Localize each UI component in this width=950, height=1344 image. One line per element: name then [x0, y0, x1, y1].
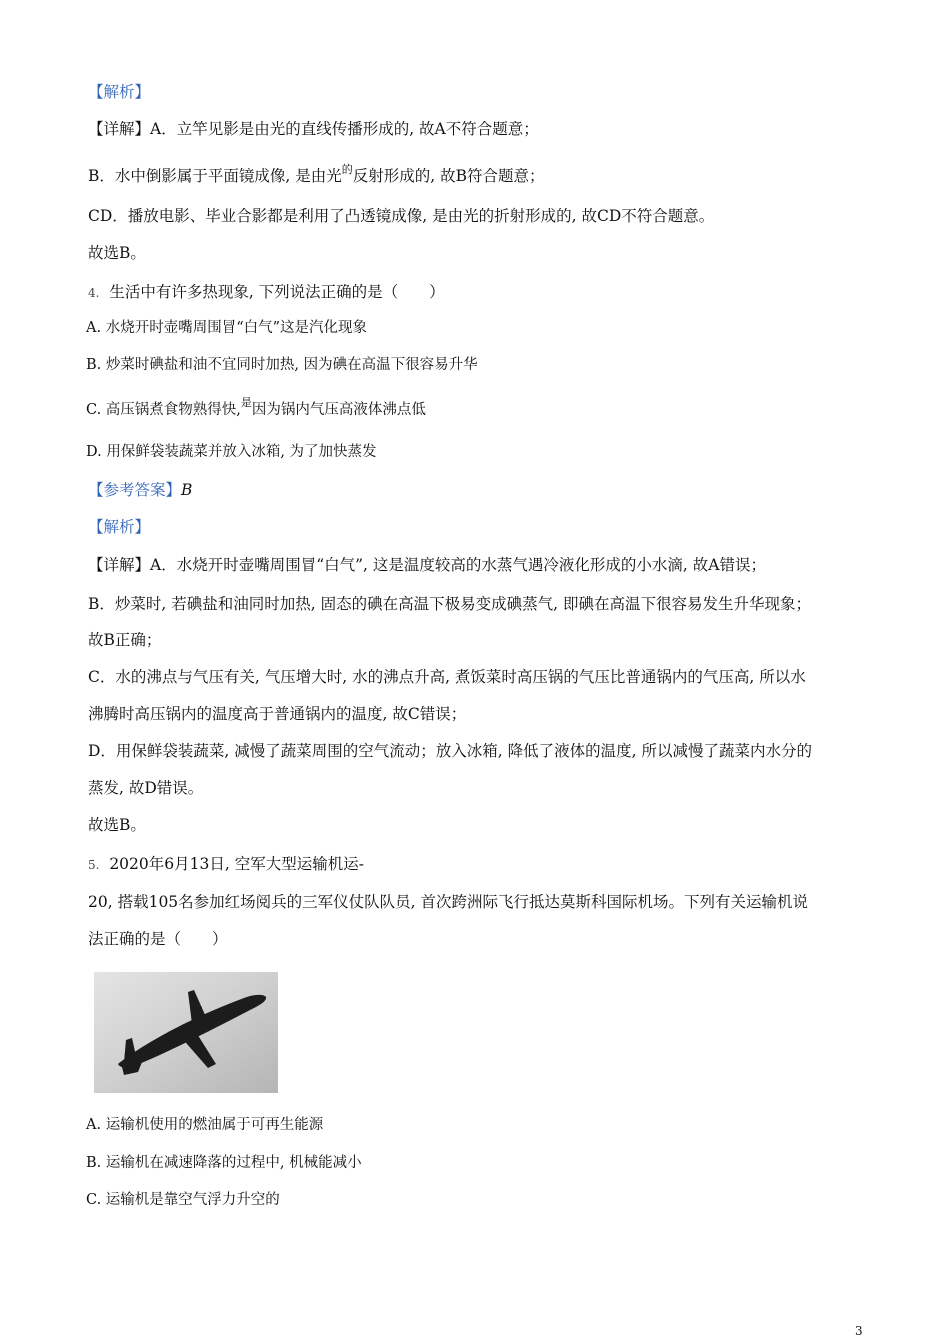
explain-c-1: C．水的沸点与气压有关, 气压增大时, 水的沸点升高, 煮饭菜时高压锅的气压比普通锅内的气压高, 所以水: [88, 668, 806, 686]
explain-a: 【详解】A．水烧开时壶嘴周围冒“白气”, 这是温度较高的水蒸气遇冷液化形成的小水滴, 故A错误；: [88, 556, 766, 574]
detail-cd: CD．播放电影、毕业合影都是利用了凸透镜成像, 是由光的折射形成的, 故CD不符合题意。: [88, 207, 715, 225]
explain-b-1: B．炒菜时, 若碘盐和油同时加热, 固态的碘在高温下极易变成碘蒸气, 即碘在高温下很容易发生升华现象；: [88, 595, 811, 613]
question-5-stem-2: 20, 搭载105名参加红场阅兵的三军仪仗队队员, 首次跨洲际飞行抵达莫斯科国际机场。下列有关运输机说: [88, 893, 809, 911]
detail-b-sup: 的: [341, 163, 353, 176]
q4-option-a: A. 水烧开时壶嘴周围冒“白气”这是汽化现象: [86, 320, 368, 336]
q5-option-b: B. 运输机在减速降落的过程中, 机械能减小: [86, 1155, 362, 1171]
question-4: [88, 282, 445, 303]
select-b-1: 故选B。: [88, 244, 146, 262]
explain-c-2: 沸腾时高压锅内的温度高于普通锅内的温度, 故C错误；: [88, 705, 467, 723]
detail-b-part1: B．水中倒影属于平面镜成像, 是由光: [88, 167, 342, 185]
analysis-label-2: 【解析】: [88, 518, 151, 536]
question-5-stem-1: 2020年6月13日, 空军大型运输机运-: [109, 855, 364, 873]
explain-d-2: 蒸发, 故D错误。: [88, 779, 204, 797]
q4-option-c-sup: 是: [240, 396, 252, 409]
reference-answer-label: 【参考答案】: [88, 481, 182, 499]
explain-b-2: 故B正确；: [88, 631, 162, 649]
analysis-label-1: 【解析】: [88, 83, 151, 101]
question-5-number: 5.: [88, 858, 100, 872]
q4-option-d: D. 用保鲜袋装蔬菜并放入冰箱, 为了加快蒸发: [86, 444, 377, 460]
reference-answer: [88, 480, 192, 500]
question-4-number: 4.: [88, 286, 100, 300]
q4-option-c-part1: C. 高压锅煮食物熟得快,: [86, 402, 241, 418]
detail-b: [88, 163, 545, 188]
question-5: [88, 854, 364, 875]
q4-option-c: [86, 396, 426, 421]
question-5-stem-3: 法正确的是（ ）: [88, 930, 228, 948]
question-4-stem: 生活中有许多热现象, 下列说法正确的是（ ）: [109, 283, 445, 301]
q5-option-a: A. 运输机使用的燃油属于可再生能源: [86, 1117, 324, 1133]
page-number: 3: [855, 1324, 863, 1338]
detail-a: 【详解】A．立竿见影是由光的直线传播形成的, 故A不符合题意；: [88, 120, 539, 138]
reference-answer-value: B: [181, 481, 193, 499]
explain-d-1: D．用保鲜袋装蔬菜, 减慢了蔬菜周围的空气流动；放入冰箱, 降低了液体的温度, 所以减慢了蔬菜内水分的: [88, 742, 812, 760]
q4-option-c-part2: 因为锅内气压高液体沸点低: [251, 402, 426, 418]
q5-option-c: C. 运输机是靠空气浮力升空的: [86, 1192, 280, 1208]
select-b-2: 故选B。: [88, 816, 146, 834]
transport-plane-photo: [94, 972, 278, 1093]
q4-option-b: B. 炒菜时碘盐和油不宜同时加热, 因为碘在高温下很容易升华: [86, 357, 478, 373]
detail-b-part2: 反射形成的, 故B符合题意；: [352, 167, 545, 185]
